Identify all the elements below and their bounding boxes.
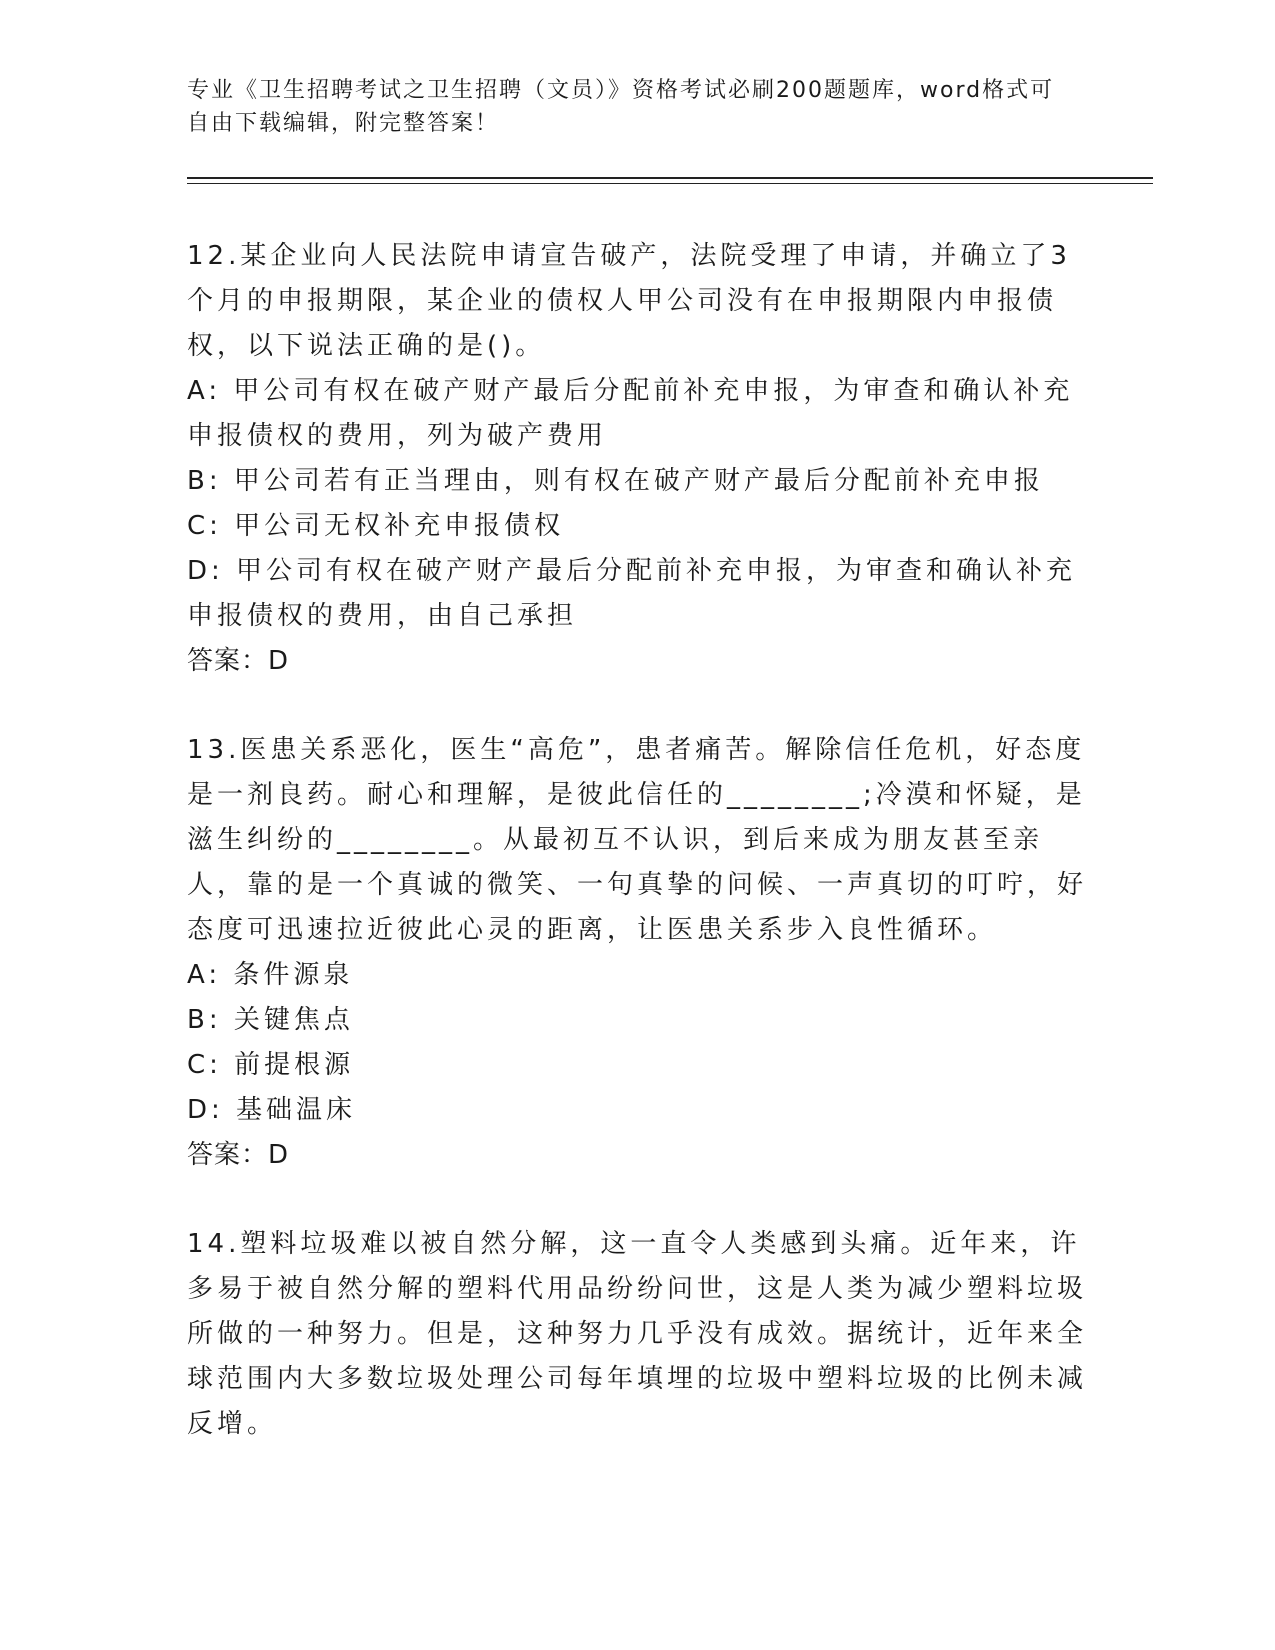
- option-d: D: 甲公司有权在破产财产最后分配前补充申报，为审查和确认补充申报债权的费用，由自己承担: [187, 556, 1077, 631]
- document-body: [187, 234, 1087, 1491]
- header-divider-thin: [187, 183, 1153, 184]
- option-c: C: 前提根源: [187, 1050, 355, 1080]
- answer-line: 答案：D: [187, 646, 290, 676]
- question-stem: 13.医患关系恶化，医生“高危”，患者痛苦。解除信任危机，好态度是一剂良药。耐心和理解，是彼此信任的________;冷漠和怀疑，是滋生纠纷的________。从最初互不认识，到后来成为朋友甚至亲人，靠的是一个真诚的微笑、一句真挚的问候、一声真切的叮咛，好态度可迅速拉近彼此心灵的距离，让医患关系步入良性循环。: [187, 735, 1088, 945]
- question-12: [187, 234, 1087, 684]
- option-a: A: 条件源泉: [187, 960, 354, 990]
- option-a: A: 甲公司有权在破产财产最后分配前补充申报，为审查和确认补充申报债权的费用，列为破产费用: [187, 376, 1074, 451]
- document-header: 专业《卫生招聘考试之卫生招聘（文员）》资格考试必刷200题题库，word格式可自由下载编辑，附完整答案！: [187, 78, 1055, 136]
- question-14: [187, 1222, 1087, 1447]
- question-13: [187, 728, 1087, 1178]
- option-c: C: 甲公司无权补充申报债权: [187, 511, 565, 541]
- question-stem: 14.塑料垃圾难以被自然分解，这一直令人类感到头痛。近年来，许多易于被自然分解的塑料代用品纷纷问世，这是人类为减少塑料垃圾所做的一种努力。但是，这种努力几乎没有成效。据统计，近年来全球范围内大多数垃圾处理公司每年填埋的垃圾中塑料垃圾的比例未减反增。: [187, 1229, 1088, 1439]
- answer-line: 答案：D: [187, 1140, 290, 1170]
- option-b: B: 甲公司若有正当理由，则有权在破产财产最后分配前补充申报: [187, 466, 1044, 496]
- option-d: D: 基础温床: [187, 1095, 357, 1125]
- option-b: B: 关键焦点: [187, 1005, 354, 1035]
- header-divider-thick: [187, 177, 1153, 179]
- question-stem: 12.某企业向人民法院申请宣告破产，法院受理了申请，并确立了3个月的申报期限，某企业的债权人甲公司没有在申报期限内申报债权，以下说法正确的是()。: [187, 241, 1071, 361]
